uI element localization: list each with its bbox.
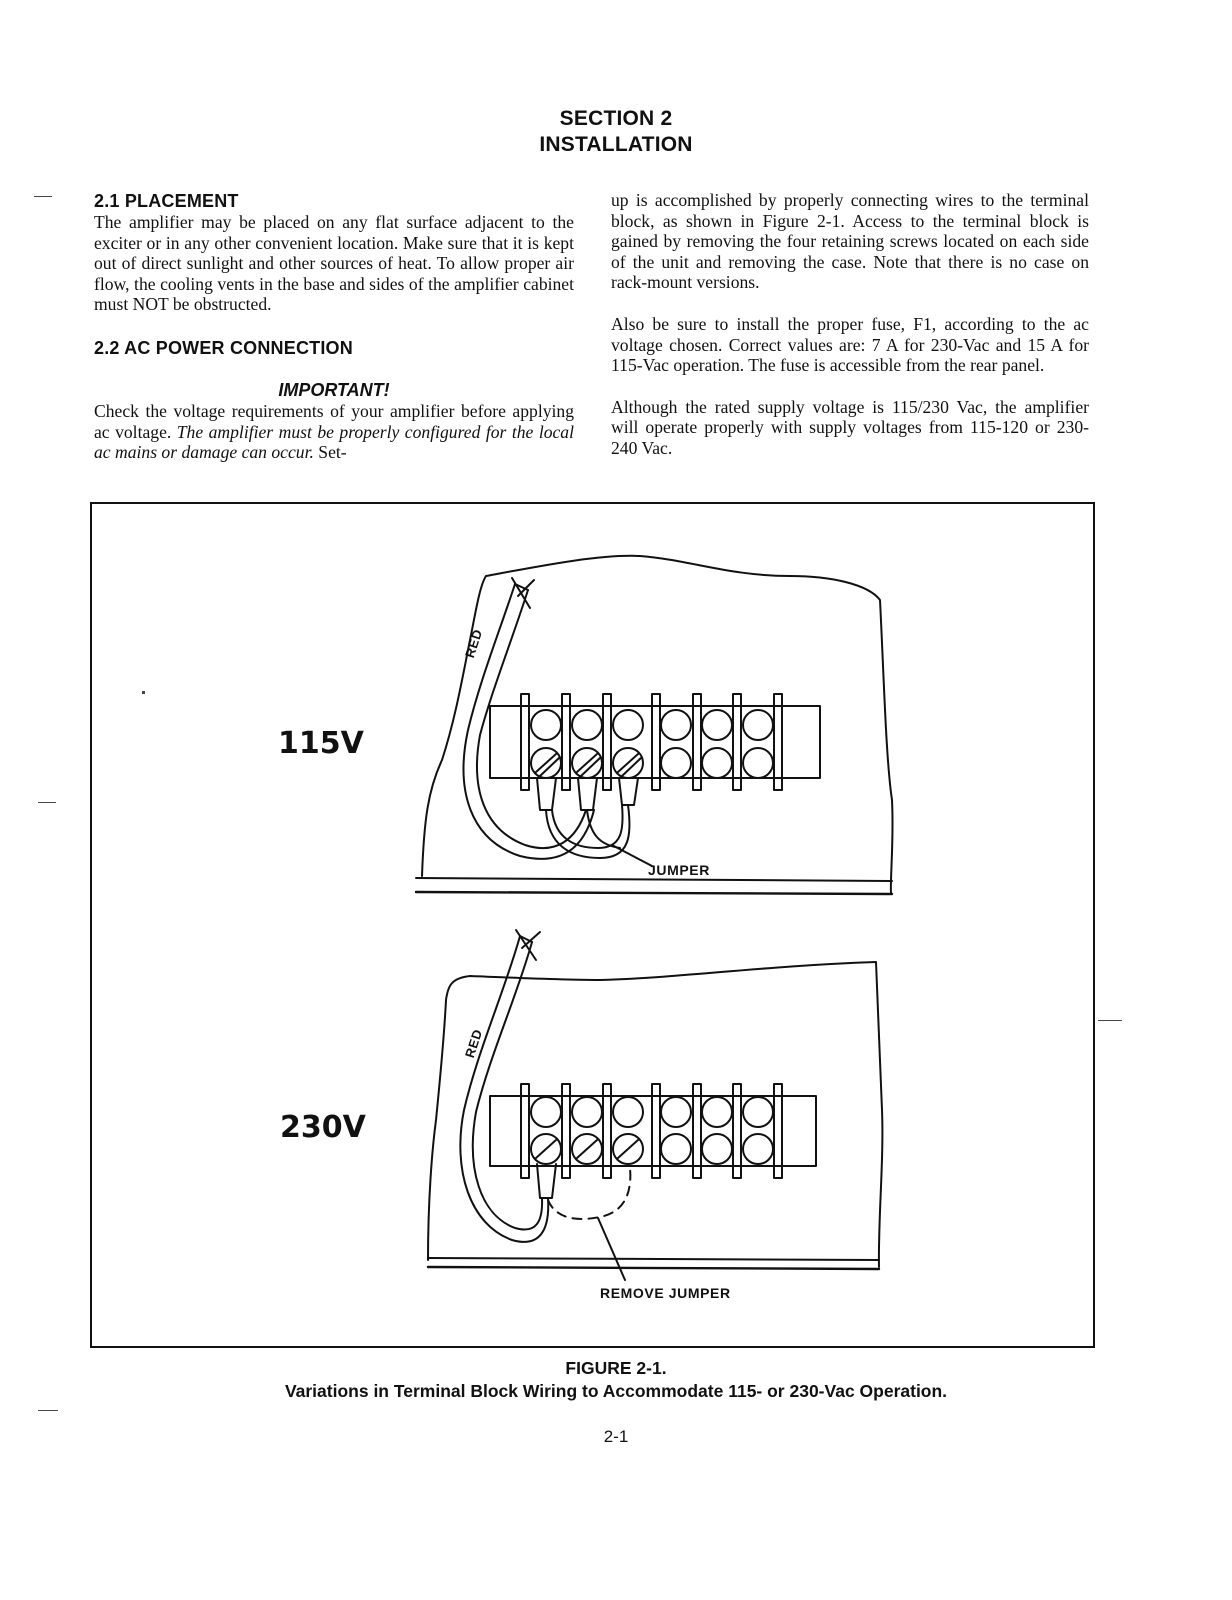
scan-mark xyxy=(38,1410,58,1411)
supply-voltage-paragraph: Although the rated supply voltage is 115/230 Vac, the amplifier will operate properly with supply voltages from 115-120 or 230-240 Vac. xyxy=(611,396,1089,458)
scan-mark xyxy=(34,196,52,197)
terminal-barriers-115 xyxy=(521,694,782,790)
section-title: INSTALLATION xyxy=(539,133,693,156)
red-wire-label-115: RED xyxy=(462,627,486,660)
voltage-warning-italic: The amplifier must be properly configured for the local ac mains or damage can occur. xyxy=(94,421,574,463)
removed-jumper-dashed xyxy=(548,1168,630,1219)
label-230v: 230V xyxy=(280,1110,366,1145)
jumper-label: JUMPER xyxy=(648,862,710,878)
figure-caption-text: Variations in Terminal Block Wiring to Accommodate 115- or 230-Vac Operation. xyxy=(284,1381,948,1401)
label-115v: 115V xyxy=(278,726,364,761)
terminal-barriers-230 xyxy=(521,1084,782,1178)
placement-heading: 2.1 PLACEMENT xyxy=(94,191,239,211)
placement-paragraph: The amplifier may be placed on any flat surface adjacent to the exciter or in any other convenient location. Make sure that it is kept out of direct sunlight and other sources of heat. To allow proper air flow, the cooling vents in the base and sides of the amplifier cabinet must NOT be obstructed. xyxy=(94,212,574,315)
page-number: 2-1 xyxy=(603,1427,629,1446)
lug-screws-230 xyxy=(536,1140,638,1158)
important-label: IMPORTANT! xyxy=(278,379,390,400)
section-number: SECTION 2 xyxy=(559,107,673,130)
remove-jumper-label: REMOVE JUMPER xyxy=(600,1285,731,1301)
ac-power-heading: 2.2 AC POWER CONNECTION xyxy=(94,337,353,358)
diagram-230v xyxy=(428,930,882,1280)
red-wire-label-230: RED xyxy=(462,1027,486,1060)
voltage-check-continued: Set- xyxy=(318,442,347,463)
scan-speck xyxy=(142,691,145,694)
fuse-paragraph: Also be sure to install the proper fuse, F1, according to the ac voltage chosen. Correct values are: 7 A for 230-Vac and 15 A for 115-Vac operation. The fuse is accessible from the rear panel. xyxy=(611,313,1089,376)
scan-mark xyxy=(38,802,56,803)
voltage-check-text: Check the voltage requirements of your amplifier before applying ac voltage. xyxy=(94,400,574,442)
red-wire-230 xyxy=(460,936,548,1242)
setup-paragraph: up is accomplished by properly connecting wires to the terminal block, as shown in Figure 2-1. Access to the terminal block is gained by removing the four retaining screws located on each side of the unit and removing the case. Note that there is no case on rack-mount versions. xyxy=(611,190,1089,293)
lug-screws-115 xyxy=(536,754,641,776)
diagram-115v xyxy=(416,556,893,894)
figure-caption-number: FIGURE 2-1. xyxy=(565,1358,667,1378)
scan-mark xyxy=(1098,1020,1122,1021)
